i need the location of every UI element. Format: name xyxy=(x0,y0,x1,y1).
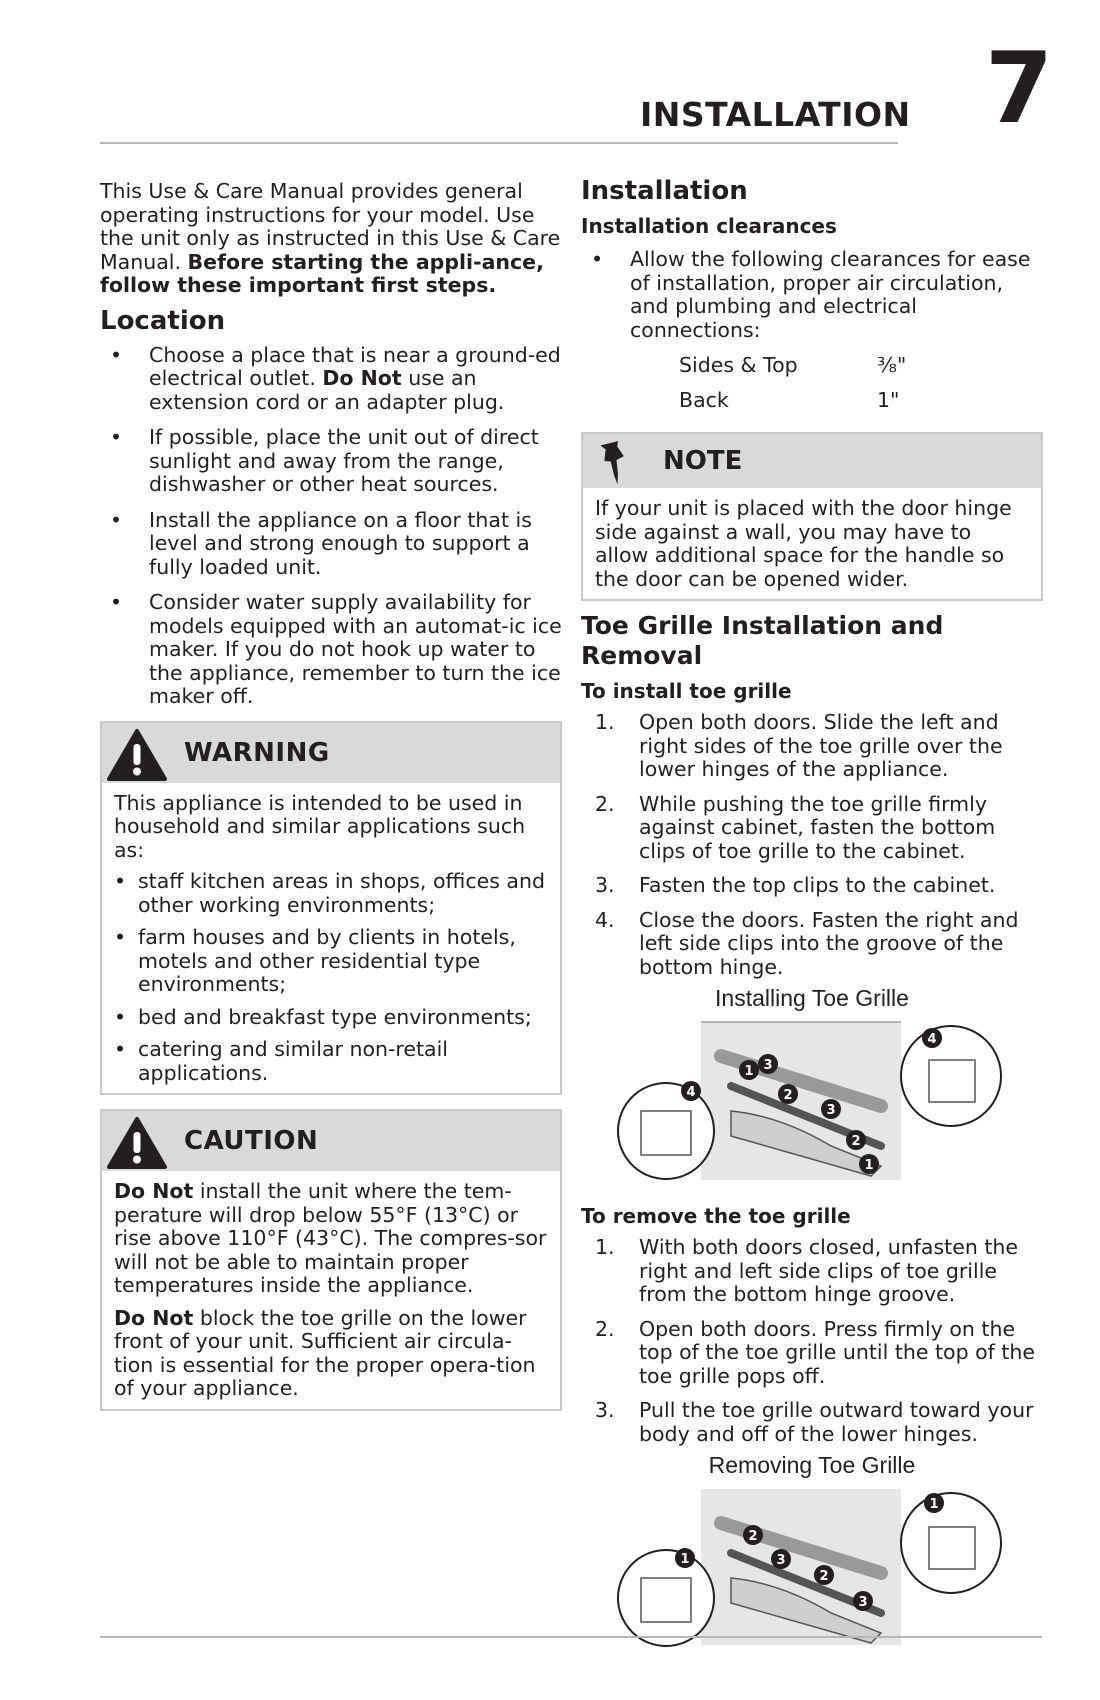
clearance-value: 1" xyxy=(877,388,900,412)
list-item-text: use an extension cord or an adapter plug. xyxy=(149,366,505,414)
toe-grille-heading: Toe Grille Installation and Removal xyxy=(581,611,944,670)
remove-figure-caption: Removing Toe Grille xyxy=(708,1452,916,1478)
marker-label: 2 xyxy=(819,1569,829,1584)
step-number: 3. xyxy=(595,873,615,897)
header-divider xyxy=(100,142,898,144)
step-number: 1. xyxy=(595,710,615,734)
caution-paragraph-2 xyxy=(114,1307,548,1401)
step-item xyxy=(581,711,1043,782)
list-item: • Allow the following clearances for ease of installation, proper air circulation, and plumbing and electrical connections: xyxy=(591,247,1031,342)
remove-subheading: To remove the toe grille xyxy=(581,1204,851,1228)
list-item: • Choose a place that is near a ground-ed electrical outlet. Do Not use an extension cord or an adapter plug. xyxy=(110,342,561,414)
marker-label: 3 xyxy=(858,1595,868,1610)
clearances-list xyxy=(581,248,1043,342)
note-header xyxy=(583,434,1041,488)
list-item: • catering and similar non-retail applications. xyxy=(114,1037,448,1085)
note-box xyxy=(581,432,1043,601)
list-item: • bed and breakfast type environments; xyxy=(114,1004,532,1029)
clearance-label: Back xyxy=(679,388,729,412)
clearance-value: ⅜" xyxy=(877,353,907,377)
caution-title: CAUTION xyxy=(184,1126,319,1156)
step-number: 2. xyxy=(595,1316,615,1341)
table-row xyxy=(679,354,906,389)
marker-label: 1 xyxy=(680,1552,690,1567)
marker-label: 4 xyxy=(927,1032,937,1047)
caution-paragraph-1 xyxy=(114,1180,548,1298)
table-row xyxy=(679,389,906,424)
installation-heading: Installation xyxy=(581,176,748,206)
step-item xyxy=(581,1399,1043,1446)
caution-text: block the toe grille on the lower front of your unit. Sufficient air circula-tion is essential for the proper opera-tion of your appliance. xyxy=(114,1305,536,1400)
marker-label: 4 xyxy=(686,1085,696,1100)
do-not-label: Do Not xyxy=(114,1179,194,1203)
list-item-text: If possible, place the unit out of direct sunlight and away from the range, dishwasher or other heat sources. xyxy=(149,425,539,496)
note-text: If your unit is placed with the door hinge side against a wall, you may have to allow additional space for the handle so the door can be opened wider. xyxy=(595,496,1012,591)
step-item xyxy=(581,909,1043,980)
marker-label: 2 xyxy=(783,1088,793,1103)
list-item-text: farm houses and by clients in hotels, motels and other residential type environments; xyxy=(138,925,516,996)
remove-toe-grille-illustration xyxy=(581,1483,1043,1653)
install-subheading: To install toe grille xyxy=(581,679,792,703)
clearance-label: Sides & Top xyxy=(679,353,798,377)
step-item xyxy=(581,1236,1043,1307)
caution-box xyxy=(100,1109,562,1411)
list-item-text: catering and similar non-retail applications. xyxy=(138,1037,448,1085)
step-text: Close the doors. Fasten the right and left side clips into the groove of the bottom hinge. xyxy=(639,907,1019,979)
marker-label: 1 xyxy=(929,1497,939,1512)
marker-label: 1 xyxy=(864,1158,874,1173)
step-number: 3. xyxy=(595,1398,615,1422)
list-item: • staff kitchen areas in shops, offices and other working environments; xyxy=(114,869,545,917)
install-steps xyxy=(581,711,1043,979)
location-list xyxy=(100,344,562,709)
list-item-text: Consider water supply availability for models equipped with an automat-ic ice maker. If you do not hook up water to the appliance, remember to turn the ice maker off. xyxy=(149,590,562,708)
step-text: Open both doors. Slide the left and right sides of the toe grille over the lower hinges of the appliance. xyxy=(639,710,1003,781)
warning-title: WARNING xyxy=(184,737,330,768)
step-text: While pushing the toe grille firmly against cabinet, fasten the bottom clips of toe grille to the cabinet. xyxy=(639,791,996,863)
pushpin-icon xyxy=(599,438,635,490)
list-item: • farm houses and by clients in hotels, motels and other residential type environments; xyxy=(114,925,516,996)
caution-body xyxy=(102,1171,560,1409)
list-item: • Consider water supply availability for models equipped with an automat-ic ice maker. If you do not hook up water to the appliance, remember to turn the ice maker off. xyxy=(110,590,562,708)
warning-list xyxy=(114,870,548,1085)
list-item: • If possible, place the unit out of direct sunlight and away from the range, dishwasher or other heat sources. xyxy=(110,425,539,496)
note-body xyxy=(583,488,1041,599)
list-item-text: Allow the following clearances for ease of installation, proper air circulation, and plumbing and electrical connections: xyxy=(630,247,1031,342)
page-number: 7 xyxy=(985,32,1054,146)
footer-divider xyxy=(100,1636,1042,1638)
caution-triangle-icon xyxy=(106,1115,168,1175)
step-text: Pull the toe grille outward toward your body and off of the lower hinges. xyxy=(639,1398,1034,1446)
step-text: With both doors closed, unfasten the right and left side clips of toe grille from the bottom hinge groove. xyxy=(639,1235,1018,1306)
do-not-label: Do Not xyxy=(114,1305,194,1330)
marker-label: 1 xyxy=(744,1064,754,1079)
install-figure-caption: Installing Toe Grille xyxy=(715,985,909,1011)
step-number: 2. xyxy=(595,791,615,816)
intro-bold-text: Before starting the appli-ance, follow these important first steps. xyxy=(100,249,544,297)
section-title: INSTALLATION xyxy=(640,95,911,134)
warning-box xyxy=(100,721,562,1096)
right-column xyxy=(581,176,1043,1653)
note-title: NOTE xyxy=(663,446,743,476)
clearances-subheading: Installation clearances xyxy=(581,214,837,238)
intro-text: This Use & Care Manual provides general operating instructions for your model. Use the unit only as instructed in this Use & Care Manual. xyxy=(100,179,561,274)
caution-header xyxy=(102,1111,560,1171)
step-item xyxy=(581,1318,1043,1389)
marker-label: 2 xyxy=(748,1529,758,1544)
step-item xyxy=(581,874,1043,898)
marker-label: 3 xyxy=(763,1058,773,1073)
caution-text: install the unit where the tem-perature will drop below 55°F (13°C) or rise above 110°F (43°C). The compres-sor will not be able to maintain proper temperatures inside the appliance. xyxy=(114,1179,547,1297)
clearances-table xyxy=(679,354,906,424)
step-text: Fasten the top clips to the cabinet. xyxy=(639,873,996,897)
step-number: 1. xyxy=(595,1235,615,1259)
step-item xyxy=(581,793,1043,864)
step-text: Open both doors. Press firmly on the top of the toe grille until the top of the toe grille pops off. xyxy=(639,1316,1036,1388)
marker-label: 3 xyxy=(776,1553,786,1568)
intro-paragraph xyxy=(100,180,562,298)
left-column xyxy=(100,180,562,1411)
warning-triangle-icon xyxy=(106,727,168,787)
remove-steps xyxy=(581,1236,1043,1446)
marker-label: 3 xyxy=(826,1103,836,1118)
list-item-text: bed and breakfast type environments; xyxy=(138,1004,532,1029)
list-item-text: Install the appliance on a floor that is level and strong enough to support a fully loaded unit. xyxy=(149,507,532,579)
location-heading: Location xyxy=(100,305,226,336)
install-toe-grille-illustration xyxy=(581,1016,1043,1186)
list-item-text: staff kitchen areas in shops, offices and other working environments; xyxy=(138,869,545,917)
step-number: 4. xyxy=(595,907,615,932)
warning-intro: This appliance is intended to be used in household and similar applications such as: xyxy=(114,790,526,862)
marker-label: 2 xyxy=(851,1134,861,1149)
list-item-bold: Do Not xyxy=(322,366,402,390)
list-item-text: Choose a place that is near a ground-ed electrical outlet. xyxy=(149,342,561,390)
warning-body xyxy=(102,783,560,1094)
warning-header xyxy=(102,723,560,783)
list-item: • Install the appliance on a floor that is level and strong enough to support a fully loaded unit. xyxy=(110,507,532,579)
